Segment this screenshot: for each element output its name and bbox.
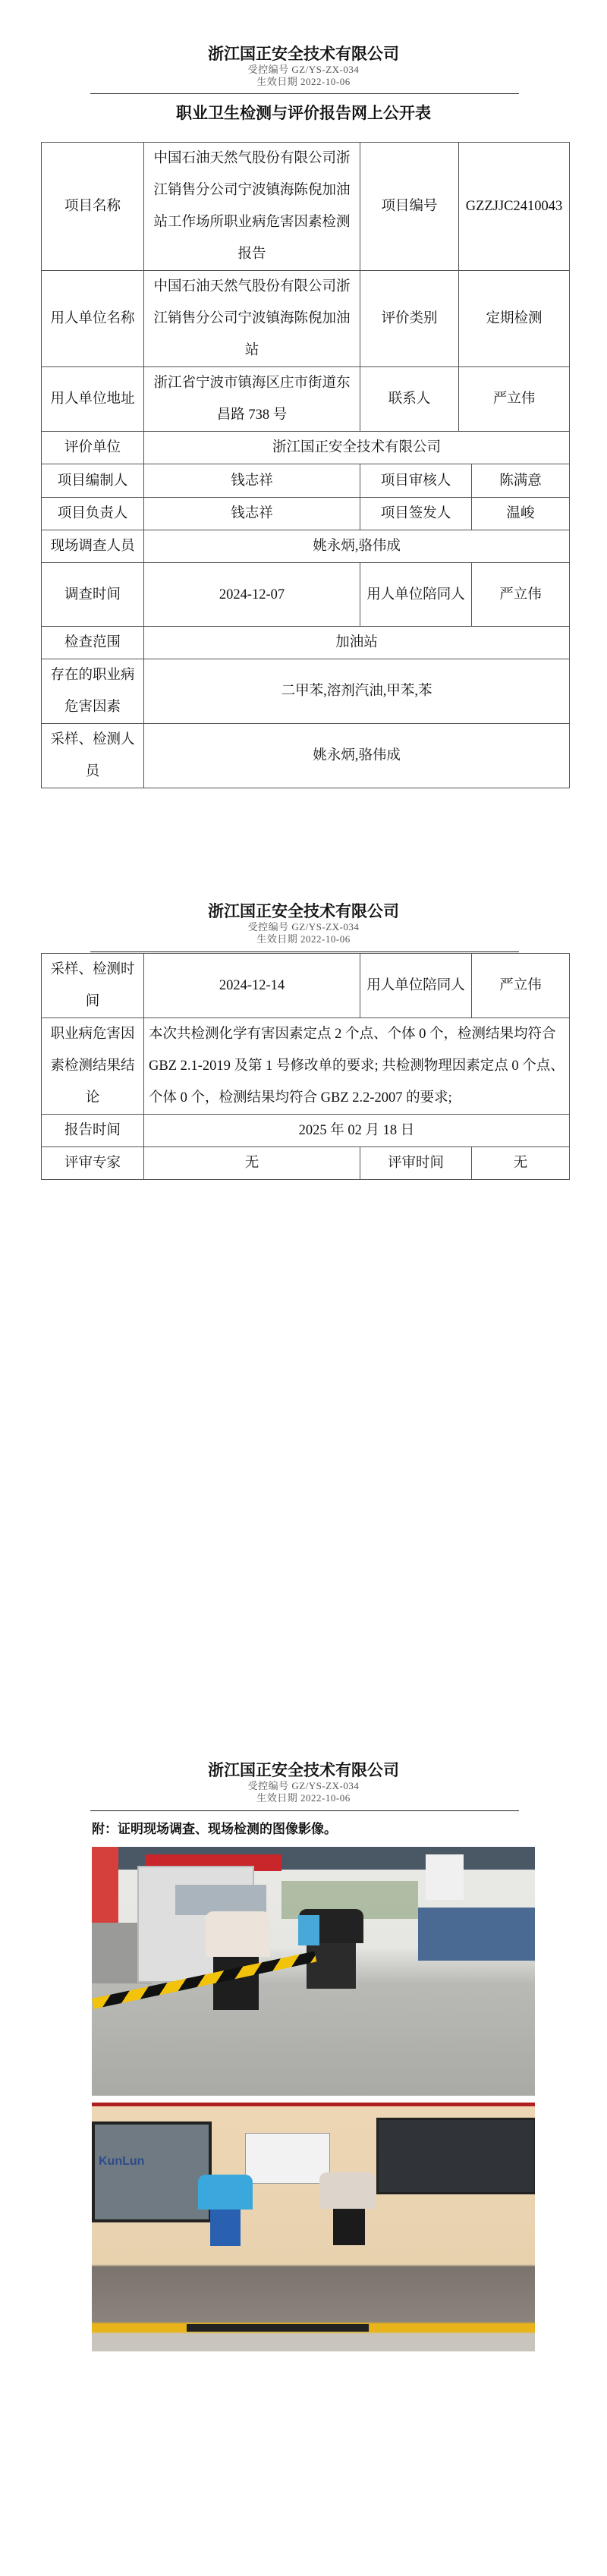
person-pants <box>333 2209 365 2245</box>
table-row <box>42 724 570 788</box>
cell-label: 项目名称 <box>42 143 144 271</box>
cell-value: 浙江国正安全技术有限公司 <box>144 432 570 464</box>
dispenser-screen <box>175 1885 266 1915</box>
table-row <box>42 464 570 498</box>
cell-value: 姚永炳,骆伟成 <box>144 530 570 563</box>
on-site-photo <box>92 2103 535 2351</box>
window-left <box>92 2122 212 2222</box>
cell-value: 钱志祥 <box>144 464 360 498</box>
effective-date: 生效日期 2022-10-06 <box>256 933 351 945</box>
person-white-jacket <box>206 1911 270 1957</box>
cell-value: 钱志祥 <box>144 498 360 530</box>
disclosure-table-continued <box>41 953 570 1180</box>
table-row <box>42 563 570 627</box>
header-divider <box>90 1810 519 1811</box>
table-row <box>42 1147 570 1180</box>
cell-label: 现场调查人员 <box>42 530 144 563</box>
cell-label: 评审专家 <box>42 1147 144 1180</box>
cell-label: 联系人 <box>360 367 459 432</box>
cell-label: 用人单位地址 <box>42 367 144 432</box>
window-right <box>376 2118 535 2194</box>
header-divider <box>90 93 519 94</box>
curb-stop <box>187 2324 369 2332</box>
cell-label: 存在的职业病危害因素 <box>42 659 144 724</box>
cell-label: 项目审核人 <box>360 464 472 498</box>
cell-value: GZZJJC2410043 <box>459 143 570 271</box>
person-blue-uniform <box>198 2175 253 2210</box>
table-row <box>42 143 570 271</box>
cell-label: 评价类别 <box>360 271 459 367</box>
table-row <box>42 271 570 367</box>
cell-label: 报告时间 <box>42 1115 144 1147</box>
cell-label: 采样、检测时间 <box>42 954 144 1018</box>
table-row <box>42 1115 570 1147</box>
control-number: 受控编号 GZ/YS-ZX-034 <box>247 1780 360 1791</box>
cell-value: 中国石油天然气股份有限公司浙江销售分公司宁波镇海陈倪加油站工作场所职业病危害因素检测报告 <box>144 143 360 271</box>
person-beige-jacket <box>319 2172 376 2209</box>
effective-date: 生效日期 2022-10-06 <box>256 76 351 87</box>
page-title: 职业卫生检测与评价报告网上公开表 <box>176 104 431 122</box>
cell-value: 温峻 <box>472 498 570 530</box>
table-row <box>42 367 570 432</box>
control-number: 受控编号 GZ/YS-ZX-034 <box>247 921 360 933</box>
cell-label: 评价单位 <box>42 432 144 464</box>
cell-label: 项目编制人 <box>42 464 144 498</box>
table-row <box>42 659 570 724</box>
company-name: 浙江国正安全技术有限公司 <box>208 45 399 63</box>
site-survey-photo <box>92 1847 535 2096</box>
effective-date: 生效日期 2022-10-06 <box>256 1792 351 1804</box>
cell-value: 无 <box>144 1147 360 1180</box>
table-row <box>42 432 570 464</box>
page1-letterhead <box>0 44 607 88</box>
cell-label: 职业病危害因素检测结果结论 <box>42 1018 144 1115</box>
disclosure-table <box>41 142 570 788</box>
cell-value: 严立伟 <box>459 367 570 432</box>
cell-label: 评审时间 <box>360 1147 472 1180</box>
cell-label: 项目编号 <box>360 143 459 271</box>
cell-value: 2025 年 02 月 18 日 <box>144 1115 570 1147</box>
cell-label: 用人单位名称 <box>42 271 144 367</box>
company-name: 浙江国正安全技术有限公司 <box>208 902 399 920</box>
cell-label: 项目负责人 <box>42 498 144 530</box>
cell-value: 姚永炳,骆伟成 <box>144 724 570 788</box>
control-number: 受控编号 GZ/YS-ZX-034 <box>247 64 360 75</box>
table-row <box>42 530 570 563</box>
kunlun-logo: KunLun <box>99 2155 145 2168</box>
pillar <box>426 1854 464 1900</box>
cell-label: 调查时间 <box>42 563 144 627</box>
company-name: 浙江国正安全技术有限公司 <box>208 1761 399 1779</box>
table-row <box>42 954 570 1018</box>
cell-value: 中国石油天然气股份有限公司浙江销售分公司宁波镇海陈倪加油站 <box>144 271 360 367</box>
table-row <box>42 498 570 530</box>
cell-value: 浙江省宁波市镇海区庄市街道东昌路 738 号 <box>144 367 360 432</box>
cell-value: 陈满意 <box>472 464 570 498</box>
red-trim <box>92 2103 535 2106</box>
person-pants <box>210 2210 241 2246</box>
cell-label: 用人单位陪同人 <box>360 954 472 1018</box>
table-row <box>42 627 570 659</box>
truck <box>418 1908 535 1961</box>
cell-value: 本次共检测化学有害因素定点 2 个点、个体 0 个，检测结果均符合 GBZ 2.1-2019 及第 1 号修改单的要求; 共检测物理因素定点 0 个点、个体 0 个，检测结果均符合 GBZ 2.2-2007 的要求; <box>144 1018 570 1115</box>
cell-value: 2024-12-14 <box>144 954 360 1018</box>
attendant <box>298 1915 319 1945</box>
cell-value: 定期检测 <box>459 271 570 367</box>
cell-value: 无 <box>472 1147 570 1180</box>
person-pants <box>307 1943 356 1989</box>
cell-value: 二甲苯,溶剂汽油,甲苯,苯 <box>144 659 570 724</box>
attachment-title: 附：证明现场调查、现场检测的图像影像。 <box>92 1822 337 1836</box>
info-board <box>245 2133 330 2184</box>
page3-letterhead <box>0 1760 607 1804</box>
red-panel <box>92 1847 118 1923</box>
cell-label: 项目签发人 <box>360 498 472 530</box>
cell-label: 采样、检测人员 <box>42 724 144 788</box>
cell-value: 严立伟 <box>472 563 570 627</box>
cell-label: 检查范围 <box>42 627 144 659</box>
table-row <box>42 1018 570 1115</box>
cell-value: 2024-12-07 <box>144 563 360 627</box>
cell-label: 用人单位陪同人 <box>360 563 472 627</box>
header-divider <box>90 951 519 952</box>
cell-value: 加油站 <box>144 627 570 659</box>
page2-letterhead <box>0 901 607 945</box>
cell-value: 严立伟 <box>472 954 570 1018</box>
